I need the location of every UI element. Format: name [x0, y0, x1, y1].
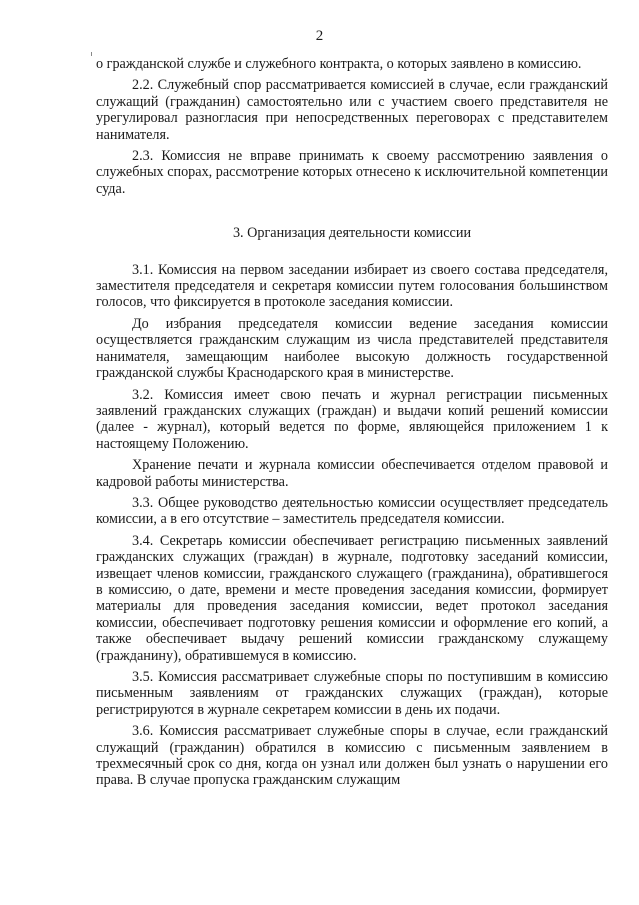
paragraph-continuation: о гражданской службе и служебного контракта, о которых заявлено в комиссию. [96, 56, 582, 72]
paragraph-3-1-note: До избрания председателя комиссии ведение заседания комиссии осуществляется гражданским служащим из числа представителей представителя нанимателя, замещающим наиболее высокую должность государственной гражданской службы Краснодарского края в министерстве. [96, 315, 608, 382]
section-title: 3. Организация деятельности комиссии [232, 225, 472, 242]
document-body [96, 56, 608, 794]
paragraph-2-3: 2.3. Комиссия не вправе принимать к своему рассмотрению заявления о служебных спорах, рассмотрение которых отнесено к исключительной компетенции суда. [96, 148, 608, 197]
paragraph-3-2: 3.2. Комиссия имеет свою печать и журнал регистрации письменных заявлений гражданских служащих (граждан) и выдачи копий решений комиссии (далее - журнал), который ведется по форме, являющейся приложением 1 к настоящему Положению. [96, 386, 608, 452]
paragraph-3-1: 3.1. Комиссия на первом заседании избирает из своего состава председателя, заместителя председателя и секретаря комиссии путем голосования большинством голосов, что фиксируется в протоколе заседания комиссии. [96, 261, 608, 311]
paragraph-2-2: 2.2. Служебный спор рассматривается комиссией в случае, если гражданский служащий (гражданин) самостоятельно или с участием своего представителя не урегулировал разногласия при непосредственных переговорах с представителем нанимателя. [96, 77, 608, 143]
scan-mark [91, 52, 92, 56]
paragraph-3-3: 3.3. Общее руководство деятельностью комиссии осуществляет председатель комиссии, а в его отсутствие – заместитель председателя комиссии. [96, 494, 608, 528]
paragraph-3-2-note: Хранение печати и журнала комиссии обеспечивается отделом правовой и кадровой работы министерства. [96, 457, 608, 490]
paragraph-3-4: 3.4. Секретарь комиссии обеспечивает регистрацию письменных заявлений гражданских служащих (граждан) в журнале, подготовку заседаний комиссии, извещает членов комиссии, гражданского служащего (гражданина), обратившегося в комиссию, о дате, времени и месте проведения заседания комиссии, формирует материалы для проведения заседания комиссии, ведет протокол заседания комиссии, обеспечивает подготовку решения комиссии и оформление его копий, а также обеспечивает выдачу решений комиссии гражданскому служащему (гражданину), обратившемуся в комиссию. [96, 532, 608, 664]
paragraph-3-5: 3.5. Комиссия рассматривает служебные споры по поступившим в комиссию письменным заявлениям от гражданских служащих (граждан), которые регистрируются в журнале секретарем комиссии в день их подачи. [96, 669, 608, 718]
page-number: 2 [315, 28, 324, 44]
paragraph-3-6: 3.6. Комиссия рассматривает служебные споры в случае, если гражданский служащий (гражданин) обратился в комиссию с письменным заявлением в трехмесячный срок со дня, когда он узнал или должен был узнать о нарушении его права. В случае пропуска гражданским служащим [96, 723, 608, 789]
